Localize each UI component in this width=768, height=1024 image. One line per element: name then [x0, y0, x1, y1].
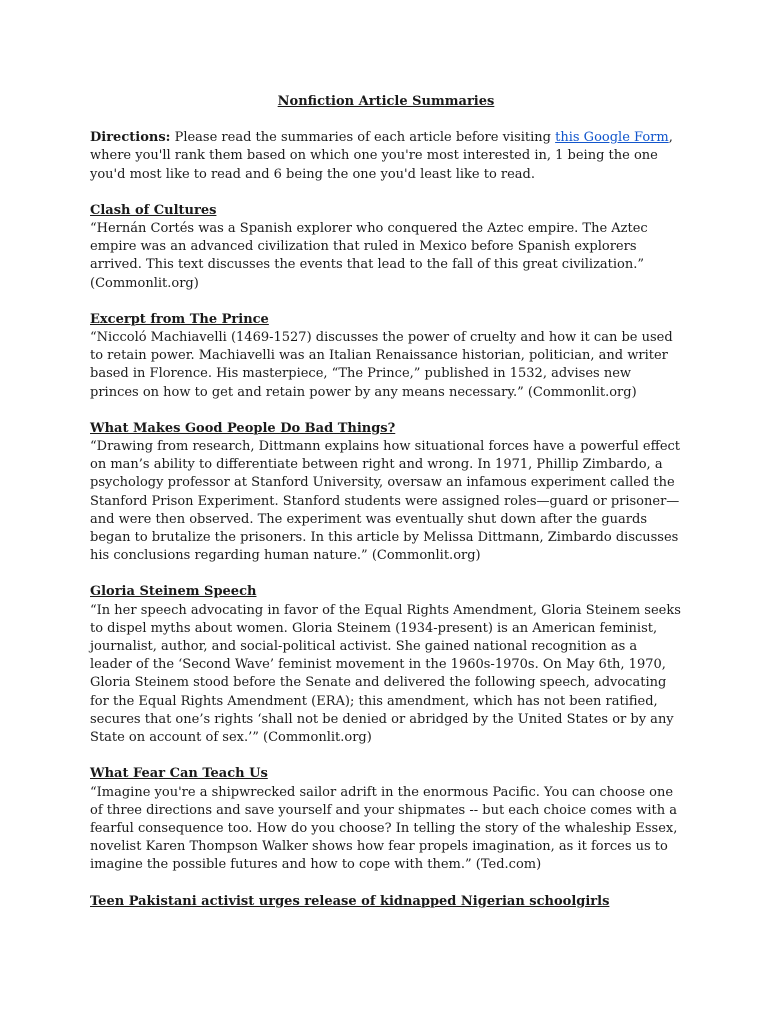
article-title: Teen Pakistani activist urges release of kidnapped Nigerian schoolgirls: [90, 893, 610, 909]
directions-text-before-link: Please read the summaries of each article before visiting: [170, 130, 556, 146]
article-summary: “Drawing from research, Dittmann explains how situational forces have a powerful effect on man’s ability to differentiate between right and wrong. In 1971, Phillip Zimbardo, a psychology professor at Stanford University, oversaw an infamous experiment called the Stanford Prison Experiment. Stanford students were assigned roles—guard or prisoner—and were then observed. The experiment was eventually shut down after the guards began to brutalize the prisoners. In this article by Melissa Dittmann, Zimbardo discusses his conclusions regarding human nature.” (Commonlit.org): [90, 439, 681, 564]
article-gloria-steinem: [90, 583, 682, 747]
article-title: Excerpt from The Prince: [90, 311, 269, 327]
article-summary: “Niccoló Machiavelli (1469-1527) discusses the power of cruelty and how it can be used to retain power. Machiavelli was an Italian Renaissance historian, politician, and writer based in Florence. His masterpiece, “The Prince,” published in 1532, advises new princes on how to get and retain power by any means necessary.” (Commonlit.org): [90, 330, 673, 400]
article-the-prince: [90, 311, 682, 402]
article-title: What Fear Can Teach Us: [90, 766, 268, 782]
directions-label: Directions:: [90, 130, 171, 146]
document-page: [90, 93, 682, 929]
article-title: Gloria Steinem Speech: [90, 584, 257, 600]
document-title: Nonfiction Article Summaries: [277, 94, 495, 109]
directions-paragraph: [90, 129, 682, 184]
article-summary: “In her speech advocating in favor of the Equal Rights Amendment, Gloria Steinem seeks to dispel myths about women. Gloria Steinem (1934-present) is an American feminist, journalist, author, and social-political activist. She gained national recognition as a leader of the ‘Second Wave’ feminist movement in the 1960s-1970s. On May 6th, 1970, Gloria Steinem stood before the Senate and delivered the following speech, advocating for the Equal Rights Amendment (ERA); this amendment, which has not been ratified, secures that one’s rights ‘shall not be denied or abridged by the United States or by any State on account of sex.’” (Commonlit.org): [90, 602, 681, 746]
article-summary: “Hernán Cortés was a Spanish explorer who conquered the Aztec empire. The Aztec empire was an advanced civilization that ruled in Mexico before Spanish explorers arrived. This text discusses the events that lead to the fall of this great civilization.” (Commonlit.org): [90, 221, 648, 291]
article-title: What Makes Good People Do Bad Things?: [90, 420, 396, 436]
directions-text-after-link: , where you'll rank them based on which one you're most interested in, 1 being the one you'd most like to read and 6 being the one you'd least like to read.: [90, 130, 673, 182]
article-what-fear-can-teach-us: [90, 765, 682, 874]
article-clash-of-cultures: [90, 202, 682, 293]
article-good-people-bad-things: [90, 420, 682, 566]
article-title: Clash of Cultures: [90, 202, 217, 218]
article-teen-pakistani-activist: [90, 893, 682, 911]
google-form-link[interactable]: this Google Form: [555, 130, 669, 146]
article-summary: “Imagine you're a shipwrecked sailor adrift in the enormous Pacific. You can choose one of three directions and save yourself and your shipmates -- but each choice comes with a fearful consequence too. How do you choose? In telling the story of the whaleship Essex, novelist Karen Thompson Walker shows how fear propels imagination, as it forces us to imagine the possible futures and how to cope with them.” (Ted.com): [90, 784, 678, 873]
